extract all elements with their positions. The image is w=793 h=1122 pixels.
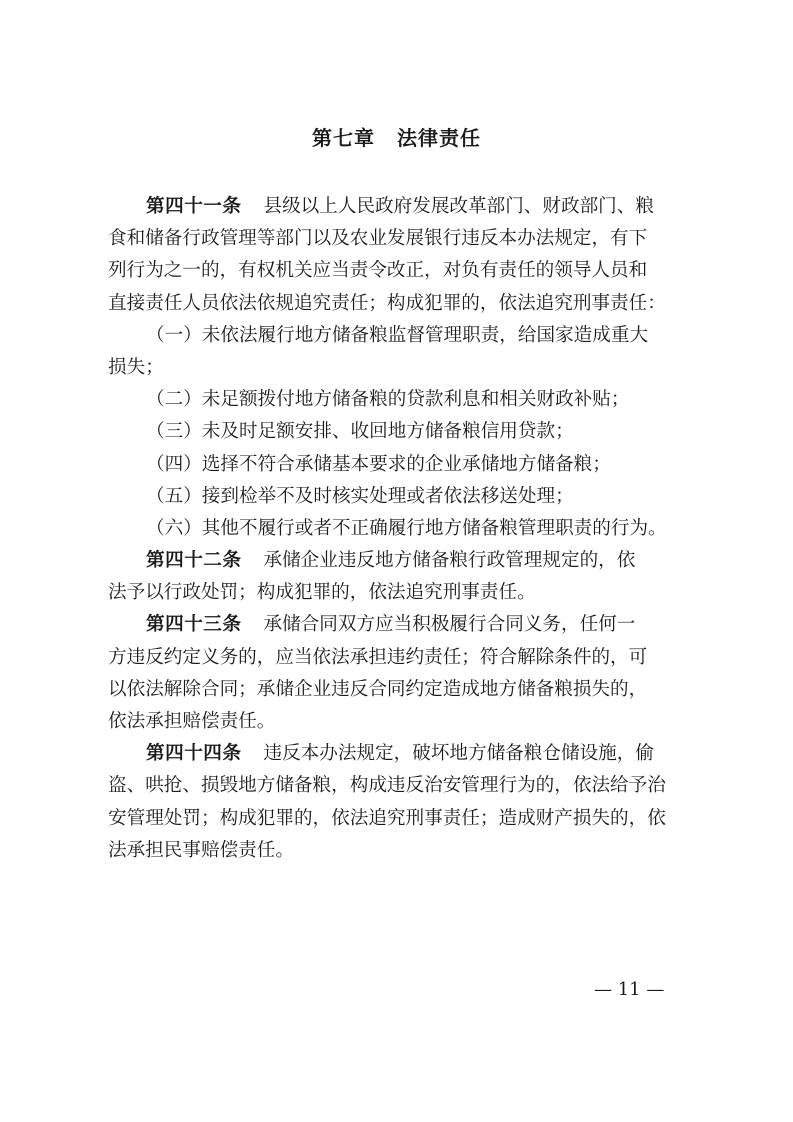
article-label: 第四十三条 [146,614,242,636]
list-item-5: （五）接到检举不及时核实处理或者依法移送处理； [146,485,574,507]
chapter-body [108,191,690,867]
article-41 [108,191,690,545]
article-43-line-1 [108,609,690,641]
article-text: 县级以上人民政府发展改革部门、财政部门、粮 [263,196,654,217]
article-41-line-1 [108,191,690,223]
article-41-line-2: 食和储备行政管理等部门以及农业发展银行违反本办法规定，有下 [108,228,648,250]
list-item-6: （六）其他不履行或者不正确履行地方储备粮管理职责的行为。 [146,517,667,539]
article-43-line-3: 以依法解除合同；承储企业违反合同约定造成地方储备粮损失的， [108,678,648,700]
page-number: — 11 — [594,979,665,1000]
article-44-line-2: 盗、哄抢、损毁地方储备粮，构成违反治安管理行为的，依法给予治 [108,775,666,797]
article-42-line-1 [108,545,690,577]
article-label: 第四十二条 [146,550,242,572]
list-item-2: （二）未足额拨付地方储备粮的贷款利息和相关财政补贴； [146,389,630,411]
article-42 [108,545,690,609]
article-44-line-1 [108,738,690,770]
article-41-line-3: 列行为之一的，有权机关应当责令改正，对负有责任的领导人员和 [108,260,648,282]
article-text: 承储合同双方应当积极履行合同义务，任何一 [263,614,636,636]
list-item-1-continued: 损失； [108,356,164,378]
list-item-4: （四）选择不符合承储基本要求的企业承储地方储备粮； [146,453,611,475]
article-43 [108,609,690,738]
article-label: 第四十四条 [146,743,242,765]
list-item-1: （一）未依法履行地方储备粮监督管理职责，给国家造成重大 [146,324,649,346]
chapter-heading [0,124,793,152]
article-42-line-2: 法予以行政处罚；构成犯罪的，依法追究刑事责任。 [108,582,536,604]
chapter-number: 第七章 [312,126,375,150]
article-43-line-2: 方违反约定义务的，应当依法承担违约责任；符合解除条件的，可 [108,646,648,668]
article-43-line-4: 依法承担赔偿责任。 [108,711,276,732]
article-label: 第四十一条 [146,196,242,217]
article-text: 违反本办法规定，破坏地方储备粮仓储设施，偷 [263,743,654,765]
article-44 [108,738,690,867]
article-text: 承储企业违反地方储备粮行政管理规定的，依 [263,550,636,572]
chapter-title: 法律责任 [397,126,481,150]
article-44-line-4: 法承担民事赔偿责任。 [108,839,294,861]
article-44-line-3: 安管理处罚；构成犯罪的，依法追究刑事责任；造成财产损失的，依 [108,807,666,829]
article-41-line-4: 直接责任人员依法依规追究责任；构成犯罪的，依法追究刑事责任： [108,292,666,314]
list-item-3: （三）未及时足额安排、收回地方储备粮信用贷款； [146,421,574,443]
